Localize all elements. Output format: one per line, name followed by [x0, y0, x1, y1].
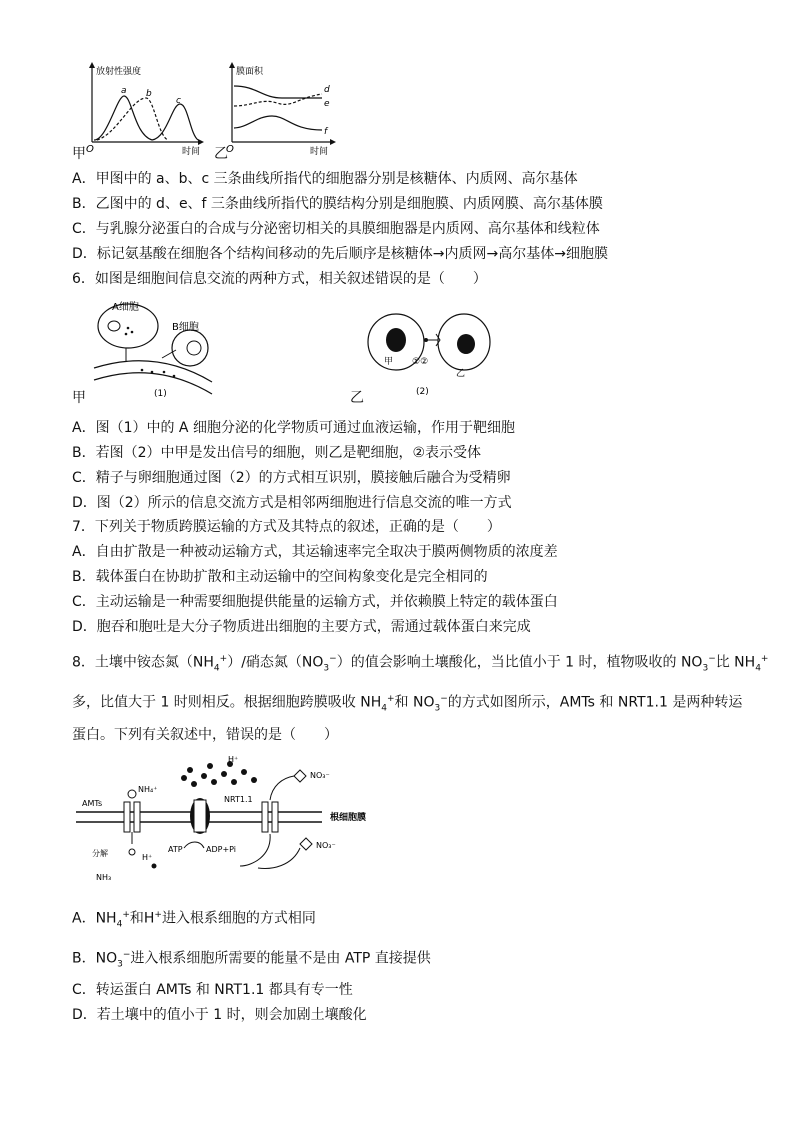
curve-b: b [146, 89, 152, 99]
graph-yi [226, 62, 336, 157]
yi-origin: O [226, 144, 234, 155]
q6-option-a: A．图（1）中的 A 细胞分泌的化学物质可通过血液运输，作用于靶细胞 [72, 420, 515, 436]
figure-q6-1 [92, 298, 214, 400]
fig6-jia-label: 甲 [72, 390, 86, 406]
fig6-2-caption: (2) [416, 387, 429, 397]
q8-stem-line2: 多，比值大于 1 时则相反。根据细胞跨膜吸收 $NH_4^+$和 $NO_3^-$的方式如图所示，AMTs 和 NRT1.1 是两种转运 [72, 694, 743, 714]
figure-q6-2 [364, 306, 494, 400]
q8-option-d: D．若土壤中的值小于 1 时，则会加剧土壤酸化 [72, 1007, 367, 1023]
cell-a-label: A细胞 [112, 302, 139, 313]
q6-option-c: C．精子与卵细胞通过图（2）的方式相互识别，膜接触后融合为受精卵 [72, 470, 511, 486]
curve-c: c [176, 96, 181, 106]
q7-option-c: C．主动运输是一种需要细胞提供能量的运输方式，并依赖膜上特定的载体蛋白 [72, 594, 558, 610]
q8-option-b: B．$NO_3^-$进入根系细胞所需要的能量不是由 ATP 直接提供 [72, 950, 431, 970]
nh3-label: NH₃ [96, 873, 112, 882]
no3-top-label: NO₃⁻ [310, 771, 330, 780]
fig6-2-jia: 甲 [384, 357, 394, 367]
jia-xlabel: 时间 [182, 147, 201, 157]
proton-pump [190, 798, 210, 834]
fig6-2-marks: ①② [412, 357, 429, 367]
yi-xlabel: 时间 [310, 147, 329, 157]
fig6-2-yi: 乙 [456, 369, 466, 379]
curve-d: d [324, 85, 330, 95]
q7-option-d: D．胞吞和胞吐是大分子物质进出细胞的主要方式，需通过载体蛋白来完成 [72, 619, 531, 635]
fig5-jia-label: 甲 [72, 146, 86, 162]
q7-option-b: B．载体蛋白在协助扩散和主动运输中的空间构象变化是完全相同的 [72, 569, 488, 585]
q6-stem: 6．如图是细胞间信息交流的两种方式，相关叙述错误的是（ ） [72, 271, 487, 287]
q7-stem: 7．下列关于物质跨膜运输的方式及其特点的叙述，正确的是（ ） [72, 519, 501, 535]
hplus-particles [181, 761, 257, 787]
decompose-label: 分解 [92, 849, 108, 858]
jia-origin: O [86, 144, 94, 155]
fig6-1-caption: (1) [154, 389, 167, 399]
fig6-yi-label: 乙 [350, 390, 364, 406]
q5-option-d: D．标记氨基酸在细胞各个结构间移动的先后顺序是核糖体→内质网→高尔基体→细胞膜 [72, 246, 608, 262]
cell-b-label: B细胞 [172, 322, 199, 333]
amts-transporter [124, 790, 140, 832]
q6-option-d: D．图（2）所示的信息交流方式是相邻两细胞进行信息交流的唯一方式 [72, 495, 512, 511]
nh4-label: NH₄⁺ [138, 785, 158, 794]
adp-label: ADP+Pi [206, 845, 237, 854]
nrt-label: NRT1.1 [224, 795, 253, 804]
q5-option-b: B．乙图中的 d、e、f 三条曲线所指代的膜结构分别是细胞膜、内质网膜、高尔基体膜 [72, 196, 603, 212]
amts-label: AMTs [82, 799, 103, 808]
q8-option-c: C．转运蛋白 AMTs 和 NRT1.1 都具有专一性 [72, 982, 353, 998]
nrt-transporter [262, 802, 278, 832]
q8-stem-line1: 8．土壤中铵态氮$(NH_4^+)/$硝态氮$(NO_3^-)$的值会影响土壤酸化，当比值小于 1 时，植物吸收的 $NO_3^-$比 $NH_4^+$ [72, 654, 769, 674]
yi-ylabel: 膜面积 [236, 67, 264, 77]
q7-option-a: A．自由扩散是一种被动运输方式，其运输速率完全取决于膜两侧物质的浓度差 [72, 544, 558, 560]
figure-q8 [72, 756, 432, 886]
figure-q5 [72, 58, 342, 158]
fig5-yi-label: 乙 [214, 146, 228, 162]
q5-option-a: A．甲图中的 a、b、c 三条曲线所指代的细胞器分别是核糖体、内质网、高尔基体 [72, 171, 578, 187]
membrane-label: 根细胞膜 [330, 813, 367, 823]
curve-f: f [324, 127, 328, 137]
q5-option-c: C．与乳腺分泌蛋白的合成与分泌密切相关的具膜细胞器是内质网、高尔基体和线粒体 [72, 221, 600, 237]
curve-e: e [324, 99, 330, 109]
no3-bottom-label: NO₃⁻ [316, 841, 336, 850]
q6-option-b: B．若图（2）中甲是发出信号的细胞，则乙是靶细胞，②表示受体 [72, 445, 482, 461]
jia-ylabel: 放射性强度 [96, 67, 142, 77]
hplus-bottom-label: H⁺ [142, 853, 153, 862]
curve-a: a [121, 86, 127, 96]
q8-option-a: A．$NH_4^+$和H+进入根系细胞的方式相同 [72, 910, 316, 930]
atp-label: ATP [168, 845, 183, 854]
graph-jia [86, 62, 204, 157]
q8-stem-line3: 蛋白。下列有关叙述中，错误的是（ ） [72, 727, 338, 743]
hplus-top-label: H⁺ [228, 756, 239, 764]
